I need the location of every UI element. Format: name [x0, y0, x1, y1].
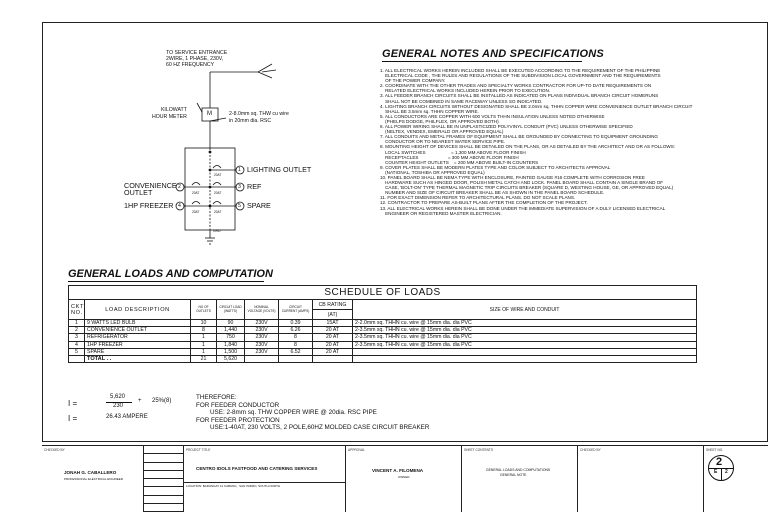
designer-name: JONAH G. CABALLERO — [64, 470, 117, 475]
circuit-5-label: SPARE — [247, 201, 271, 210]
breaker-label: 20AT — [214, 191, 222, 195]
header-cb-rating: CB RATING — [313, 300, 353, 310]
cell-wire: 2-3.5mm sq. THHN cu. wire @ 15mm dia. dia PVC — [353, 334, 697, 341]
note-line: 12. CONTRACTOR TO PREPARE AS-BUILT PLANS AFTER THE COMPLETION OF THE PROJECT. — [380, 200, 588, 206]
note-line: LOCAL SWITCHES = 1,300 MM ABOVE FLOOR FINISH — [380, 149, 526, 155]
total-outlets: 21 — [191, 355, 217, 362]
sheet-total: 2 — [725, 469, 728, 475]
kwh-meter-label: KILOWATT HOUR METER — [152, 107, 187, 120]
feeder-conclusion: THEREFORE: FOR FEEDER CONDUCTOR USE: 2-8mm sq. THW COPPER WIRE @ 20dia. RSC PIPE FOR FEEDER PROTECTION USE:1-40AT, 230 VOLTS, 2 POLE,60HZ MOLDED CASE CIRCUIT BREAKER — [196, 394, 430, 432]
note-line: 4. LIGHTING BRANCH CIRCUITS WITHOUT DESIGNATED SHALL BE 2.0mm sq. THHN COPPER WIRE CONVENIENCE OUTLET BRANCH CIRCUIT — [380, 103, 693, 109]
cell-load: 1,440 — [217, 327, 245, 334]
breaker-label: 20AT — [192, 210, 200, 214]
note-line: COUNTER HEIGHT OUTLETS = 200 MM ABOVE BUILT-IN COUNTERS — [380, 159, 539, 165]
formula-plus: + — [138, 398, 142, 404]
note-line: 10. PANEL BOARD SHALL BE NEMA TYPE WITH ENCLOSURE, PAINTED GAUGE #16 COMPLETE WITH CORROSION FREE — [380, 174, 645, 180]
total-voltage — [245, 355, 279, 362]
cell-voltage: 230V — [245, 334, 279, 341]
breaker-label: 20AT — [214, 210, 222, 214]
formula-i2: I = — [68, 414, 78, 423]
header-ckt: CKT NO. — [69, 300, 85, 320]
sheet-prefix: E — [714, 469, 718, 475]
header-load: CIRCUIT LOAD (WATTS) — [217, 300, 245, 320]
cell-current: 8 — [279, 334, 313, 341]
note-line: HARDWARE SUCH AS HINGED DOOR, POLISH METAL CATCH AND LOCK. PANEL BOARD SHALL CONTAIN A SINGLE BRAND OF — [380, 180, 664, 186]
revision-columns — [144, 446, 184, 512]
cell-load: 1,500 — [217, 348, 245, 355]
note-line: RELATED ELECTRICAL WORKS INCLUDED HEREIN PRIOR TO EXECUTION. — [380, 88, 551, 94]
breaker-label: 20AT — [214, 173, 222, 177]
project-location: LOCATION: BARANGAY 11 CABANG , SAN ISIDRO, SOUTH NORTH — [186, 484, 281, 488]
sheet-circle-split — [721, 468, 722, 480]
cell-wire: 2-3.5mm sq. THHN cu. wire @ 15mm dia. dia PVC — [353, 341, 697, 348]
project-cell: PROJECT TITLE CENTRO IDOLS FASTFOOD AND CATERING SERVICES LOCATION: BARANGAY 11 CABANG , SAN ISIDRO, SOUTH NORTH — [184, 446, 346, 512]
cell-cb: 20 AT — [313, 341, 353, 348]
cell-wire: 2-2.0mm sq. THHN cu. wire @ 15mm dia. dia PVC — [353, 320, 697, 327]
note-line: 5. ALL CONDUCTORS ARE COPPER WITH 600 VOLTS THHN INSULATION UNLESS NOTED OTHERWISE — [380, 113, 605, 119]
header-cb-unit: (AT) — [313, 310, 353, 320]
note-line: 3. ALL FEEDER BRANCH CIRCUITS SHALL BE INSTALLED AS INDICATED ON PLANS INDIVIDUAL BRANCH CIRCUIT HOMERUNS — [380, 93, 659, 99]
cell-desc: 1HP FREEZER — [85, 341, 191, 348]
cell-ckt: 2 — [69, 327, 85, 334]
formula-numerator: 5,620 — [110, 394, 126, 400]
cell-load: 1,840 — [217, 341, 245, 348]
title-block — [42, 445, 768, 512]
header-outlets: NO OF OUTLETS — [191, 300, 217, 320]
checked-cell: CHECKED BY — [578, 446, 704, 512]
circuit-4-number: 4 — [178, 203, 181, 209]
cell-cb: 20 AT — [313, 327, 353, 334]
cell-outlets: 8 — [191, 327, 217, 334]
total-wire — [353, 355, 697, 362]
circuit-1-label: LIGHTING OUTLET — [247, 165, 312, 174]
owner-name: VINCENT A. FILOMENA — [372, 468, 424, 473]
cell-voltage: 230V — [245, 341, 279, 348]
circuit-5-number: 5 — [238, 203, 241, 209]
circuit-1-number: 1 — [238, 167, 241, 173]
sheet-contents-2: GENERAL NOTE — [500, 473, 527, 477]
note-line: (NATIONAL, TOSHIBA OR APPROVED EQUAL) — [380, 169, 485, 175]
cell-wire: 2-3.5mm sq. THHN cu. wire @ 15mm dia. dia PVC — [353, 327, 697, 334]
sheet-number: 2 — [716, 456, 723, 468]
total-current — [279, 355, 313, 362]
cell-cb: 20 AT — [313, 334, 353, 341]
formula-i1: I = — [68, 399, 78, 408]
note-line: 8. MOUNTING HEIGHT OF DEVICES SHALL BE DETAILED ON THE PLANS, OR AS DETAILED BY THE ARCHITECT AND OR AS FOLLOWS: — [380, 144, 676, 150]
notes-title-underline — [382, 61, 582, 62]
note-line: OF THE POWER COMPANY. — [380, 78, 446, 84]
designer-title: PROFESSIONAL ELECTRICAL ENGINEER — [64, 477, 123, 481]
cell-outlets: 1 — [191, 334, 217, 341]
note-line: SHALL NOT BE COMBINED IN SAME RACEWAY UNLESS SO INDICATED. — [380, 98, 543, 104]
cell-ckt: 1 — [69, 320, 85, 327]
sheet-contents-cell: SHEET CONTENTS GENERAL LOADS AND COMPUTATIONS GENERAL NOTE — [462, 446, 578, 512]
cell-ckt: 4 — [69, 341, 85, 348]
cell-current: 6.26 — [279, 327, 313, 334]
circuit-2-label: CONVENIENCE OUTLET — [124, 181, 177, 198]
designer-cell: CHECKED BY JONAH G. CABALLERO PROFESSIONAL ELECTRICAL ENGINEER — [42, 446, 144, 512]
cell-current: 8 — [279, 341, 313, 348]
total-load: 5,620 — [217, 355, 245, 362]
note-line: 2. COORDINATE WITH THE OTHER TRADES AND SPECIALTY WORKS CONTRACTOR FOR UP-TO DATE REQUIREMENTS ON — [380, 83, 652, 89]
cell-load: 90 — [217, 320, 245, 327]
cell-wire — [353, 348, 697, 355]
note-line: (NELTEX, VENDEX, EMERALD OR APPROVED EQUAL) — [380, 129, 504, 135]
cell-voltage: 230V — [245, 320, 279, 327]
cell-desc: REFRIGERATOR — [85, 334, 191, 341]
note-line: NUMBER AND SIZE OF CIRCUIT BREAKER SHALL BE AS SHOWN IN THE PANEL BOARD SCHEDULE. — [380, 190, 605, 196]
schedule-of-loads-table — [68, 285, 697, 363]
circuit-3-number: 3 — [238, 184, 241, 190]
note-line: CASE, 'BOLT-ON' TYPE THERMAL MAGNETIC TRIP CIRCUITS BREAKER (SQUARE D, WESTING HOUSE, GE, OR APPROVED EQUAL) — [380, 185, 674, 191]
project-title: CENTRO IDOLS FASTFOOD AND CATERING SERVICES — [196, 466, 318, 471]
cell-voltage: 230V — [245, 327, 279, 334]
cell-outlets: 1 — [191, 341, 217, 348]
sheet-number-cell: SHEET NO. — [706, 448, 724, 452]
note-line: ELECTRICAL CODE , THE RULES AND REGULATIONS OF THE SUBDIVISION LOCAL GOVERNMENT AND THE REQUIREMENTS — [380, 73, 661, 79]
table-row — [69, 348, 697, 355]
total-ckt — [69, 355, 85, 362]
notes-title: GENERAL NOTES AND SPECIFICATIONS — [382, 48, 604, 60]
formula-result: 26.43 AMPERE — [106, 414, 148, 420]
header-wire: SIZE OF WIRE AND CONDUIT — [353, 300, 697, 320]
note-line: 11. FOR EXACT DIMENSION REFER TO ARCHITECTURAL PLANS. DO NOT SCALE PLANS. — [380, 195, 576, 201]
note-line: CONDUCTOR OR TO NEAREST WATER SERVICE PIPE. — [380, 139, 506, 145]
table-row — [69, 327, 697, 334]
ground-label: GRD — [213, 229, 221, 233]
note-line: ENGINEER OR REGISTERED MASTER ELECTRICIAN. — [380, 210, 502, 216]
note-line: 9. COVER PLATES SHALL BE MODERN PLATES TYPE AND COLOR SUBJECT TO ARCHITECTS APPROVAL — [380, 164, 611, 170]
cell-cb: 15AT — [313, 320, 353, 327]
cell-voltage: 230V — [245, 348, 279, 355]
general-loads-title: GENERAL LOADS AND COMPUTATION — [68, 268, 273, 280]
circuit-3-label: REF — [247, 182, 262, 191]
table-row — [69, 320, 697, 327]
header-current: CIRCUIT CURRENT (AMPS) — [279, 300, 313, 320]
cell-load: 750 — [217, 334, 245, 341]
header-voltage: NOMINAL VOLTAGE (VOLTS) — [245, 300, 279, 320]
cell-desc: SPARE — [85, 348, 191, 355]
current-formula — [68, 394, 188, 434]
cell-outlets: 10 — [191, 320, 217, 327]
note-line: 7. ALL CONDUITS AND METAL FRAMES OF EQUIPMENT SHALL BE GROUNDED BY CONNECTING TO EQUIPMENT GROUNDING — [380, 134, 658, 140]
note-line: SHALL BE 3.5mm sq. THHN COPPER WIRE. — [380, 108, 479, 114]
formula-denominator: 230 — [113, 403, 124, 409]
load-rows — [69, 320, 697, 356]
sheet-contents-1: GENERAL LOADS AND COMPUTATIONS — [486, 468, 551, 472]
approval-cell: APPROVAL VINCENT A. FILOMENA OWNER — [346, 446, 462, 512]
cell-current: 0.39 — [279, 320, 313, 327]
breaker-label: 20AT — [192, 191, 200, 195]
note-line: 13. ALL ELECTRICAL WORKS HEREIN SHALL BE DONE UNDER THE IMMEDIATE SUPERVISION OF A DULY LICENSED ELECTRICAL — [380, 205, 666, 211]
owner-label: OWNER — [398, 475, 410, 479]
table-row — [69, 341, 697, 348]
total-label: TOTAL . . — [85, 355, 191, 362]
general-loads-underline — [68, 281, 264, 282]
note-line: (PHELPS DODGE, PHILFLEX, OR APPROVED BOTH) — [380, 118, 499, 124]
service-wire-label: 2-8.0mm sq. THW cu wire in 20mm dia. RSC — [229, 111, 289, 124]
note-line: RECEPTACLES = 300 MM ABOVE FLOOR FINISH — [380, 154, 519, 160]
cell-outlets: 1 — [191, 348, 217, 355]
circuit-2-number: 2 — [178, 184, 181, 190]
cell-ckt: 3 — [69, 334, 85, 341]
formula-percent: 25%(8) — [152, 398, 172, 404]
header-description: LOAD DESCRIPTION — [85, 300, 191, 320]
cell-current: 6.52 — [279, 348, 313, 355]
cell-cb: 20 AT — [313, 348, 353, 355]
cell-ckt: 5 — [69, 348, 85, 355]
circuit-4-label: 1HP FREEZER — [124, 201, 174, 210]
total-cb — [313, 355, 353, 362]
notes-list — [380, 68, 720, 216]
cell-desc: CONVENIENCE OUTLET — [85, 327, 191, 334]
cell-desc: 9 WATTS LED BULB — [85, 320, 191, 327]
service-entrance-label: TO SERVICE ENTRANCE 2WIRE, 1 PHASE, 230V, 60 HZ FREQUENCY — [166, 50, 228, 69]
table-row — [69, 334, 697, 341]
meter-letter: M — [207, 111, 212, 117]
note-line: 6. ALL POWER WIRING SHALL BE IN UNPLASTICIZED POLYVINYL CONDUIT (PVC) UNLESS OTHERWISE SPECIFIED — [380, 124, 633, 130]
schedule-title: SCHEDULE OF LOADS — [69, 286, 697, 300]
note-line: 1. ALL ELECTRICAL WORKS HEREIN INCLUDED SHALL BE EXECUTED ACCORDING TO THE REQUIREMENT OF THE PHILIPPINE — [380, 68, 661, 73]
